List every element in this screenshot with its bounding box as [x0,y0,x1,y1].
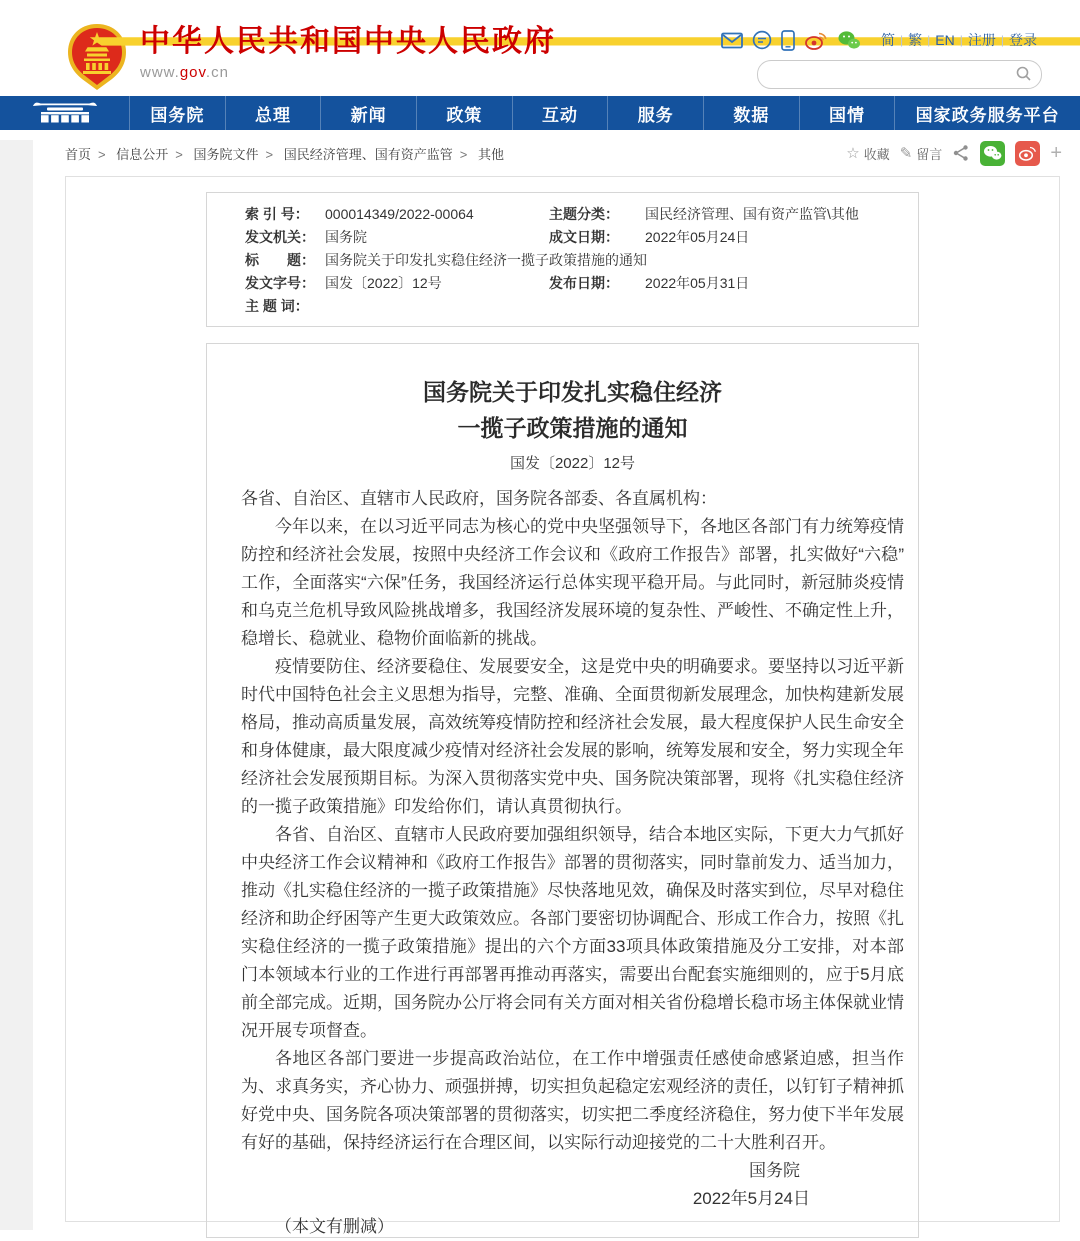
meta-label-doc-number: 发文字号： [245,275,315,291]
abridged-note: （本文有删减） [275,1217,394,1236]
meta-label-category: 主题分类： [549,206,619,222]
nav-item-shuju[interactable]: 数据 [704,96,800,130]
share-wechat-button[interactable] [980,141,1005,166]
document-box [206,343,919,1238]
meta-value-date-published: 2022年05月31日 [645,275,750,291]
nav-item-guoqing[interactable]: 国情 [800,96,896,130]
register-link[interactable]: 注册 [967,32,996,48]
meta-label-keywords: 主 题 词： [245,298,309,314]
paragraph: 各地区各部门要进一步提高政治站位，在工作中增强责任感使命感紧迫感，担当作为、求真务实，齐心协力、顽强拼搏，切实担负起稳定宏观经济的责任，以钉钉子精神抓好党中央、国务院各项决策部署的贯彻落实，切实把二季度经济稳住，努力使下半年发展有好的基础，保持经济运行在合理区间，以实际行动迎接党的二十大胜利召开。 [241,1049,904,1152]
divider: | [900,33,904,47]
share-button[interactable] [952,144,970,162]
meta-label-index: 索 引 号： [245,206,309,222]
search-box [757,60,1042,89]
header-icons-row [622,28,1042,52]
meta-value-category: 国民经济管理、国有资产监管\其他 [645,206,859,222]
weibo-icon[interactable] [804,30,828,50]
nav-item-guowuyuan[interactable]: 国务院 [130,96,226,130]
search-icon[interactable] [1016,66,1032,87]
mail-icon[interactable] [721,32,743,49]
url-www: www. [140,64,180,81]
nav-item-fuwu[interactable]: 服务 [608,96,704,130]
star-icon: ☆ [846,145,860,162]
meta-row [207,272,918,295]
divider: | [959,33,963,47]
paragraph: 疫情要防住、经济要稳住、发展要安全，这是党中央的明确要求。要坚持以习近平新时代中国特色社会主义思想为指导，完整、准确、全面贯彻新发展理念，加快构建新发展格局，推动高质量发展，高效统筹疫情防控和经济社会发展，最大程度保护人民生命安全和身体健康，最大限度减少疫情对经济社会发展的影响，统筹发展和安全，努力实现全年经济社会发展预期目标。为深入贯彻落实党中央、国务院决策部署，现将《扎实稳住经济的一揽子政策措施》印发给你们，请认真贯彻执行。 [241,657,904,816]
wechat-icon [983,145,1002,161]
meta-value-index: 000014349/2022-00064 [325,206,474,222]
meta-label-title: 标 题： [245,252,315,268]
meta-row [207,226,918,249]
meta-row [207,249,918,272]
favorite-label: 收藏 [863,146,890,162]
page-actions [846,141,1062,166]
document-title [241,374,904,446]
pencil-icon: ✎ [899,145,913,162]
weibo-icon [1018,145,1037,161]
chat-icon[interactable] [752,30,772,50]
crumb-separator: > [98,146,106,162]
favorite-button[interactable] [846,144,889,163]
share-icon [952,144,970,162]
meta-value-keywords [325,295,918,318]
left-margin [0,140,33,1230]
meta-label-date-written: 成文日期： [549,229,619,245]
search-input[interactable] [770,63,1009,86]
crumb-category[interactable]: 国民经济管理、国有资产监管 [283,146,453,162]
lang-links [876,30,1042,50]
crumb-guowuyuanwenjian[interactable]: 国务院文件 [193,146,259,162]
meta-label-issuer: 发文机关： [245,229,315,245]
divider: | [927,33,931,47]
breadcrumb [65,144,504,163]
crumb-separator: > [459,146,468,162]
main-nav [0,96,1080,130]
document-title-line1: 国务院关于印发扎实稳住经济 [423,379,722,405]
signature: 国务院 [749,1161,800,1180]
document-panel [65,176,1060,1236]
paragraph: 今年以来，在以习近平同志为核心的党中央坚强领导下，各地区各部门有力统筹疫情防控和经济社会发展，按照中央经济工作会议和《政府工作报告》部署，扎实做好“六稳”工作，全面落实“六保”任务，我国经济运行总体实现平稳开局。与此同时，新冠肺炎疫情和乌克兰危机导致风险挑战增多，我国经济发展环境的复杂性、严峻性、不确定性上升，稳增长、稳就业、稳物价面临新的挑战。 [241,517,904,648]
login-link[interactable]: 登录 [1009,32,1037,48]
crumb-xinxigongkai[interactable]: 信息公开 [116,146,169,162]
lang-english[interactable]: EN [935,32,955,48]
site-title: 中华人民共和国中央人民政府 [140,25,556,58]
mobile-icon[interactable] [781,30,795,51]
brand [140,25,556,81]
nav-item-hudong[interactable]: 互动 [513,96,609,130]
share-weibo-button[interactable] [1015,141,1040,166]
tiananmen-icon [32,99,98,128]
crumb-current: 其他 [477,146,504,162]
nav-home[interactable] [0,96,130,130]
crumb-home[interactable]: 首页 [65,146,92,162]
national-emblem-icon [66,23,128,96]
site-url [140,64,556,81]
meta-row [207,203,918,226]
nav-item-zongli[interactable]: 总理 [226,96,322,130]
breadcrumb-row [65,140,1062,166]
content-area [0,140,1080,1236]
nav-item-zhengce[interactable]: 政策 [417,96,513,130]
crumb-separator: > [175,146,183,162]
signature-date: 2022年5月24日 [692,1189,810,1208]
comment-button[interactable] [900,144,943,163]
header-right [622,28,1042,89]
meta-value-issuer: 国务院 [325,229,367,245]
document-body [241,485,904,1241]
lang-simplified[interactable]: 简 [881,32,896,48]
meta-value-doc-number: 国发〔2022〕12号 [325,275,442,291]
divider: | [1000,33,1004,47]
document-number: 国发〔2022〕12号 [509,455,636,472]
nav-item-service-platform[interactable]: 国家政务服务平台 [915,105,1060,125]
url-gov: gov [179,64,206,81]
paragraph: 各省、自治区、直辖市人民政府要加强组织领导，结合本地区实际，下更大力气抓好中央经济工作会议精神和《政府工作报告》部署的贯彻落实，同时靠前发力、适当加力，推动《扎实稳住经济的一揽子政策措施》尽快落地见效，确保及时落实到位，尽早对稳住经济和助企纾困等产生更大政策效应。各部门要密切协调配合、形成工作合力，按照《扎实稳住经济的一揽子政策措施》提出的六个方面33项具体政策措施及分工安排，对本部门本领域本行业的工作进行再部署再推动再落实，需要出台配套实施细则的，应于5月底前全部完成。近期，国务院办公厅将会同有关方面对相关省份稳增长稳市场主体保就业情况开展专项督查。 [241,825,904,1040]
url-cn: .cn [205,64,229,81]
document-meta-table [206,192,919,327]
wechat-icon[interactable] [837,30,861,50]
site-header [0,0,1080,96]
lang-traditional[interactable]: 繁 [908,32,923,48]
nav-item-xinwen[interactable]: 新闻 [321,96,417,130]
crumb-separator: > [265,146,274,162]
comment-label: 留言 [916,146,943,162]
salutation: 各省、自治区、直辖市人民政府，国务院各部委、各直属机构： [241,489,717,508]
meta-value-date-written: 2022年05月24日 [645,229,750,245]
meta-value-title: 国务院关于印发扎实稳住经济一揽子政策措施的通知 [325,252,647,268]
meta-label-date-published: 发布日期： [549,275,619,291]
meta-row [207,295,918,318]
more-share-button[interactable]: + [1050,142,1062,164]
document-title-line2: 一揽子政策措施的通知 [457,415,688,441]
